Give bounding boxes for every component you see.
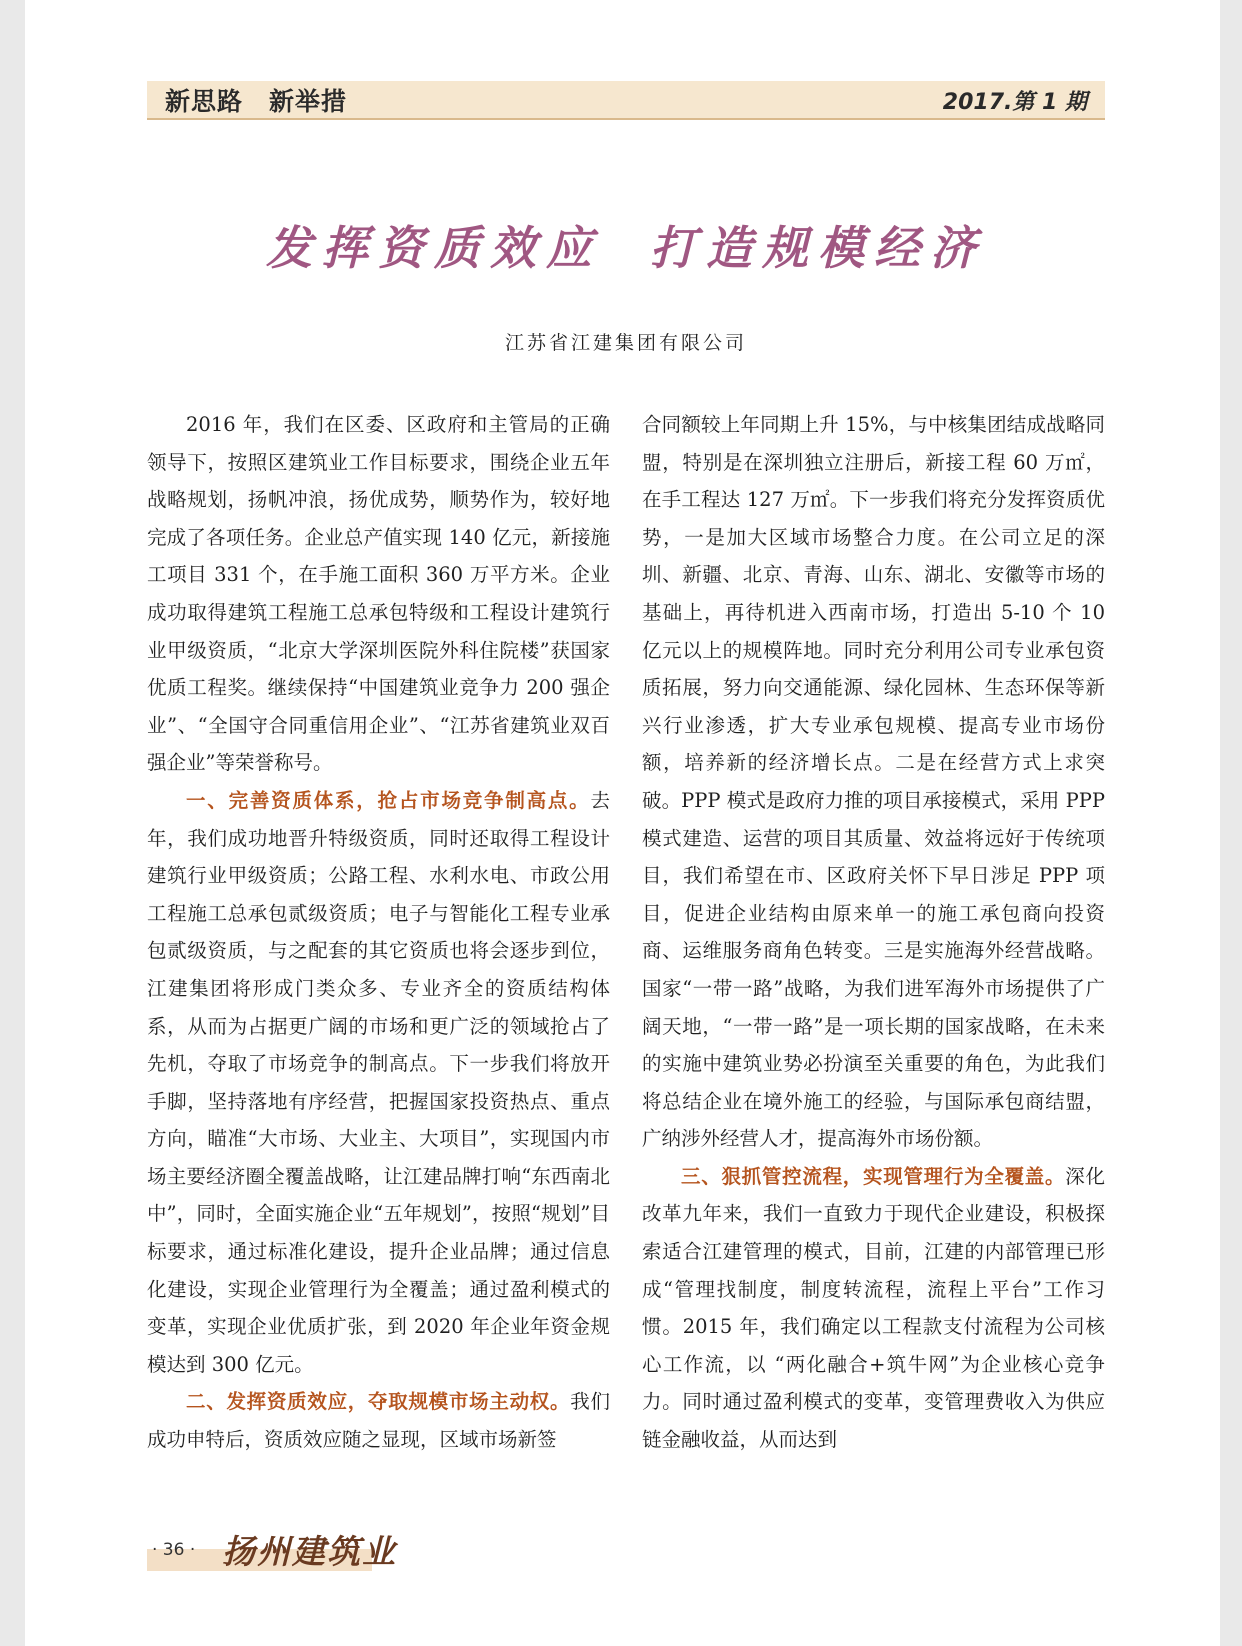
- magazine-logo: 扬州建筑业: [222, 1532, 397, 1571]
- intro-paragraph: 2016 年，我们在区委、区政府和主管局的正确领导下，按照区建筑业工作目标要求，围绕企业五年战略规划，扬帆冲浪，扬优成势，顺势作为，较好地完成了各项任务。企业总产值实现 140 亿元，新接施工项目 331 个，在手施工面积 360 万平方米。企业成功取得建筑工程施工总承包特级和工程设计建筑行业甲级资质，“北京大学深圳医院外科住院楼”获国家优质工程奖。继续保持“中国建筑业竞争力 200 强企业”、“全国守合同重信用企业”、“江苏省建筑业双百强企业”等荣誉称号。: [147, 413, 610, 775]
- column-title-part1: 新思路: [165, 87, 244, 116]
- article-title-part1: 发挥资质效应: [266, 221, 602, 275]
- section2-heading: 二、发挥资质效应，夺取规模市场主动权。: [186, 1390, 571, 1414]
- issue-label: 2017.第 1 期: [942, 90, 1087, 115]
- section2-paragraph-continued: 合同额较上年同期上升 15%，与中核集团结成战略同盟，特别是在深圳独立注册后，新接工程 60 万㎡，在手工程达 127 万㎡。下一步我们将充分发挥资质优势，一是加大区域市场整合力度。在公司立足的深圳、新疆、北京、青海、山东、湖北、安徽等市场的基础上，再待机进入西南市场，打造出 5-10 个 10 亿元以上的规模阵地。同时充分利用公司专业承包资质拓展，努力向交通能源、绿化园林、生态环保等新兴行业渗透，扩大专业承包规模、提高专业市场份额，培养新的经济增长点。二是在经营方式上求突破。PPP 模式是政府力推的项目承接模式，采用 PPP 模式建造、运营的项目其质量、效益将远好于传统项目，我们希望在市、区政府关怀下早日涉足 PPP 项目，促进企业结构由原来单一的施工承包商向投资商、运维服务商角色转变。三是实施海外经营战略。国家“一带一路”战略，为我们进军海外市场提供了广阔天地，“一带一路”是一项长期的国家战略，在未来的实施中建筑业势必扮演至关重要的角色，为此我们将总结企业在境外施工的经验，与国际承包商结盟，广纳涉外经营人才，提高海外市场份额。: [642, 413, 1105, 1151]
- section1-text: 去年，我们成功地晋升特级资质，同时还取得工程设计建筑行业甲级资质；公路工程、水利水电、市政公用工程施工总承包贰级资质；电子与智能化工程专业承包贰级资质，与之配套的其它资质也将会逐步到位，江建集团将形成门类众多、专业齐全的资质结构体系，从而为占据更广阔的市场和更广泛的领域抢占了先机，夺取了市场竞争的制高点。下一步我们将放开手脚，坚持落地有序经营，把握国家投资热点、重点方向，瞄准“大市场、大业主、大项目”，实现国内市场主要经济圈全覆盖战略，让江建品牌打响“东西南北中”，同时，全面实施企业“五年规划”，按照“规划”目标要求，通过标准化建设，提升企业品牌；通过信息化建设，实现企业管理行为全覆盖；通过盈利模式的变革，实现企业优质扩张，到 2020 年企业年资金规模达到 300 亿元。: [147, 788, 610, 1376]
- section3-paragraph: [642, 1158, 1105, 1459]
- text-column-left: [147, 406, 610, 1459]
- right-scrollbar-strip: [1220, 0, 1242, 1646]
- section3-text: 深化改革九年来，我们一直致力于现代企业建设，积极探索适合江建管理的模式，目前，江建的内部管理已形成“管理找制度，制度转流程，流程上平台”工作习惯。2015 年，我们确定以工程款支付流程为公司核心工作流，以 “两化融合+筑牛网”为企业核心竞争力。同时通过盈利模式的变革，变管理费收入为供应链金融收益，从而达到: [642, 1164, 1105, 1452]
- section3-heading: 三、狠抓管控流程，实现管理行为全覆盖。: [681, 1164, 1066, 1188]
- section1-heading: 一、完善资质体系，抢占市场竞争制高点。: [186, 788, 591, 812]
- section1-paragraph: [147, 782, 610, 1384]
- column-title-part2: 新举措: [269, 87, 348, 116]
- text-column-right: [642, 406, 1105, 1459]
- section2-text-part1: 我们成功申特后，资质效应随之显现，区域市场新签: [147, 1390, 610, 1452]
- article-title: [147, 212, 1105, 278]
- left-margin-strip: [0, 0, 25, 1646]
- section2-paragraph-start: [147, 1383, 610, 1458]
- article-title-part2: 打造规模经济: [650, 221, 986, 275]
- page-number: · 36 ·: [152, 1540, 196, 1560]
- column-title: [165, 82, 347, 118]
- running-header: [147, 81, 1105, 120]
- article-author: 江苏省江建集团有限公司: [504, 332, 747, 354]
